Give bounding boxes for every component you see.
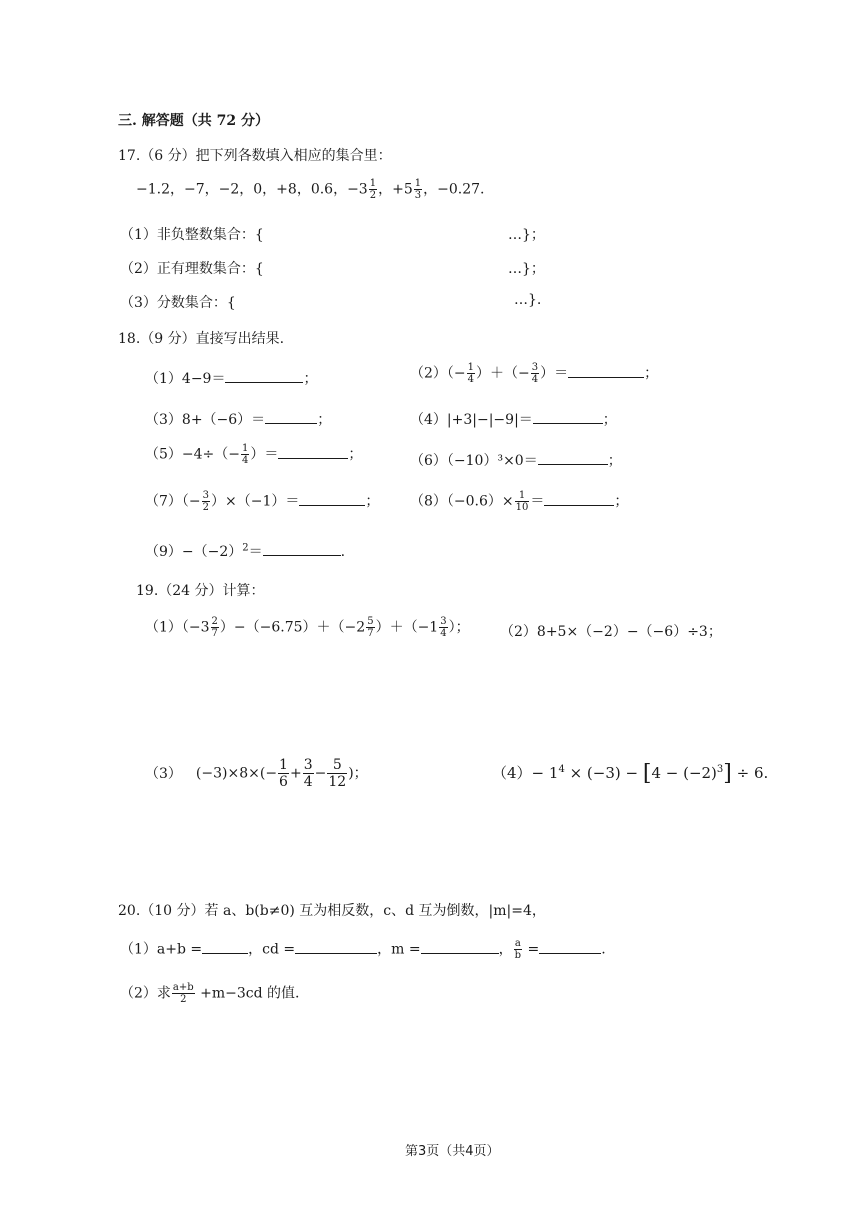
q18-item-9: $(9)-(-2)^2=$ . — [145, 542, 346, 560]
q18-answer-blank-2[interactable] — [568, 363, 644, 378]
q17-numbers — [136, 178, 484, 201]
q18-answer-blank-4[interactable] — [533, 409, 603, 424]
q20-frac-a-b: $\frac{a}{b}$ — [514, 938, 521, 961]
section-title: 三. 解答题（共 72 分） — [118, 113, 269, 129]
q18-item-7-frac: $\frac{3}{2}$ — [202, 490, 210, 513]
q17-set-2-end: …}； — [508, 261, 545, 277]
q20-answer-blank-ab[interactable] — [202, 939, 248, 954]
q20-answer-blank-ratio[interactable] — [539, 939, 601, 954]
q19-part-1-frac-2: $\frac{5}{7}$ — [367, 616, 374, 639]
q20-answer-blank-cd[interactable] — [295, 939, 377, 954]
q20-stem: 20.（10 分）若 a、b(b≠0) 互为相反数，c、d 互为倒数，|m|=4， — [118, 903, 546, 919]
q18-item-2: （2）（− $\frac{1}{4}$ ）＋（− $\frac{3}{4}$ ）＝ ； — [410, 362, 659, 385]
q17-set-1-label: （1）非负整数集合：{ — [120, 227, 264, 243]
q18-answer-blank-6[interactable] — [538, 450, 608, 465]
q19-part-1: （1）（−3 $\frac{2}{7}$ ）−（−6.75）＋（−2 $\frac{5}{7}$ ）＋（−1 $\frac{3}{4}$ ）； — [145, 616, 470, 639]
q18-answer-blank-9[interactable] — [263, 541, 341, 556]
q17-numbers-part2: ，+5 — [378, 181, 413, 198]
q17-stem: 17.（6 分）把下列各数填入相应的集合里： — [118, 148, 392, 164]
q18-item-3: （3）8+（−6）＝ ； — [145, 409, 331, 429]
q17-set-1-end: …}； — [508, 227, 545, 243]
q18-item-2-frac-2: $\frac{3}{4}$ — [531, 362, 539, 385]
q20-frac-sum-half: $\frac{a+b}{2}$ — [172, 982, 194, 1005]
q18-answer-blank-3[interactable] — [265, 409, 317, 424]
q19-part-3-frac-3: $\frac{5}{12}$ — [328, 757, 347, 790]
q17-numbers-part1: −1.2，−7，−2，0，+8，0.6，−3 — [136, 181, 368, 198]
q17-set-3-label: （3）分数集合：{ — [120, 295, 236, 311]
q18-answer-blank-5[interactable] — [278, 444, 348, 459]
q19-part-4: $(4)- 1^4 \times (-3) - [4 - (-2)^3] \div 6$. — [492, 761, 769, 786]
q18-item-2-frac-1: $\frac{1}{4}$ — [467, 362, 475, 385]
q19-part-3-frac-2: $\frac{3}{4}$ — [303, 757, 313, 790]
q17-set-3-end: …}. — [514, 292, 542, 308]
q17-set-2-label: （2）正有理数集合：{ — [120, 261, 264, 277]
q18-item-8: （8）（−0.6）× $\frac{1}{10}$ ＝ ； — [410, 490, 629, 513]
q18-answer-blank-8[interactable] — [544, 491, 614, 506]
q17-frac-2: $\frac{1}{3}$ — [414, 178, 422, 201]
q20-part-1: （1）a+b = ，cd = ，m = ， $\frac{a}{b}$ = . — [120, 938, 606, 961]
q18-item-4: （4）|+3|−|−9|＝ ； — [410, 409, 617, 429]
q17-frac-1: $\frac{1}{2}$ — [369, 178, 377, 201]
q18-answer-blank-7[interactable] — [299, 491, 365, 506]
q19-part-1-frac-1: $\frac{2}{7}$ — [211, 616, 218, 639]
q19-part-2: （2）8+5×（−2）−（−6）÷3； — [500, 624, 722, 640]
q19-part-3-frac-1: $\frac{1}{6}$ — [279, 757, 288, 790]
q18-item-1: （1）4−9＝ ； — [145, 368, 317, 388]
q18-answer-blank-1[interactable] — [225, 368, 303, 383]
q20-answer-blank-m[interactable] — [421, 939, 499, 954]
q18-item-5-frac: $\frac{1}{4}$ — [242, 443, 249, 466]
q18-item-6: （6）（−10）³×0＝ ； — [410, 450, 622, 470]
q20-part-2: （2）求 $\frac{a+b}{2}$ +m−3cd 的值. — [120, 982, 300, 1005]
q18-stem: 18.（9 分）直接写出结果. — [118, 331, 285, 347]
q19-part-1-frac-3: $\frac{3}{4}$ — [440, 616, 447, 639]
q17-numbers-part3: ，−0.27. — [423, 181, 485, 198]
q18-item-7: （7）（− $\frac{3}{2}$ ）×（−1）＝ ； — [145, 490, 380, 513]
page-footer: 第3页（共4页） — [405, 1144, 500, 1159]
q18-item-8-frac: $\frac{1}{10}$ — [515, 490, 529, 513]
q19-stem: 19.（24 分）计算： — [136, 583, 265, 599]
q18-item-5: （5）−4÷（− $\frac{1}{4}$ ）＝ ； — [145, 443, 363, 466]
q19-part-3: （3） (−3)×8×(− $\frac{1}{6}$ + $\frac{3}{4}$ − $\frac{5}{12}$ )； — [145, 757, 368, 790]
